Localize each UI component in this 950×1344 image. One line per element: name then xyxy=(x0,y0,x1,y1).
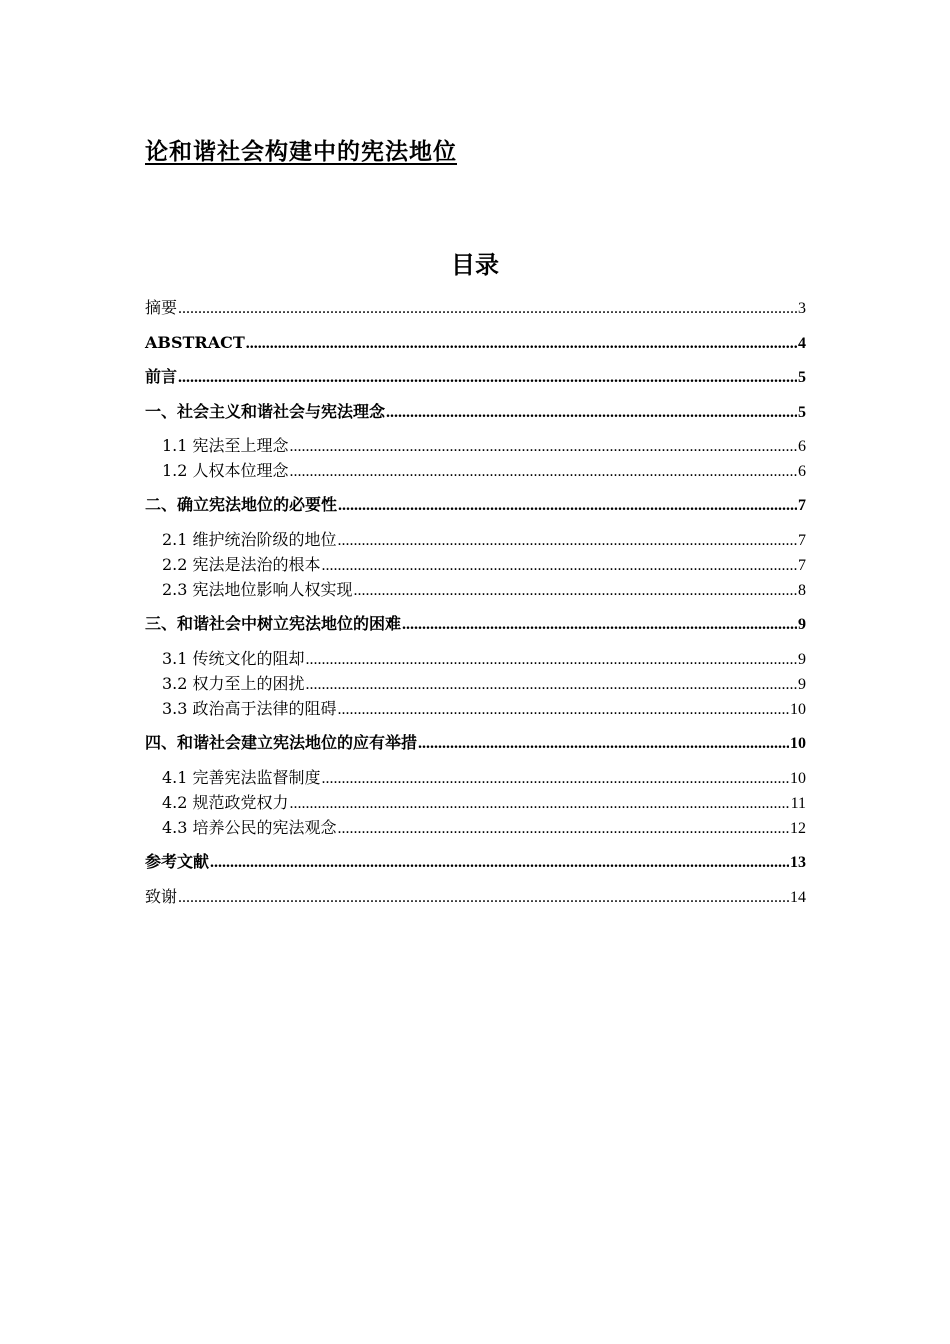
toc-entry-label: 3.3 政治高于法律的阻碍 xyxy=(162,699,337,718)
toc-entry-acknowledgements[interactable] xyxy=(145,885,806,909)
toc-dot-leader xyxy=(246,332,797,356)
toc-page-number: 10 xyxy=(790,770,806,787)
toc-dot-leader xyxy=(418,732,789,756)
toc-dot-leader xyxy=(290,792,790,816)
document-title: 论和谐社会构建中的宪法地位 xyxy=(145,138,457,165)
toc-entry-section-4-2[interactable] xyxy=(162,791,806,815)
toc-dot-leader xyxy=(402,613,797,637)
toc-page-number: 7 xyxy=(798,557,806,574)
toc-dot-leader xyxy=(338,529,797,553)
toc-entry-section-4-3[interactable] xyxy=(162,816,806,840)
toc-dot-leader xyxy=(322,767,789,791)
toc-entry-chapter-1[interactable] xyxy=(145,400,806,424)
toc-page-number: 5 xyxy=(798,404,806,421)
toc-entry-chapter-4[interactable] xyxy=(145,731,806,755)
toc-page-number: 9 xyxy=(798,676,806,693)
toc-page-number: 14 xyxy=(790,889,806,906)
toc-page-number: 6 xyxy=(798,463,806,480)
toc-entry-label: 致谢 xyxy=(145,887,178,906)
toc-entry-label: 1.2 人权本位理念 xyxy=(162,461,289,480)
toc-entry-label: 1.1 宪法至上理念 xyxy=(162,436,289,455)
toc-page-number: 9 xyxy=(798,651,806,668)
toc-entry-label: 2.2 宪法是法治的根本 xyxy=(162,555,321,574)
toc-entry-label: ABSTRACT xyxy=(145,333,245,352)
toc-entry-section-1-2[interactable] xyxy=(162,459,806,483)
toc-page-number: 6 xyxy=(798,438,806,455)
toc-entry-chapter-3[interactable] xyxy=(145,612,806,636)
toc-entry-label: 2.1 维护统治阶级的地位 xyxy=(162,530,337,549)
toc-dot-leader xyxy=(178,886,789,910)
toc-entry-label: 四、和谐社会建立宪法地位的应有举措 xyxy=(145,733,418,752)
toc-dot-leader xyxy=(386,401,797,425)
toc-dot-leader xyxy=(338,494,797,518)
toc-dot-leader xyxy=(306,673,797,697)
toc-entry-abstract-cn[interactable] xyxy=(145,296,806,320)
toc-page-number: 9 xyxy=(798,616,806,633)
toc-page-number: 7 xyxy=(798,497,806,514)
toc-entry-label: 摘要 xyxy=(145,298,178,317)
toc-dot-leader xyxy=(338,698,789,722)
toc-dot-leader xyxy=(210,851,789,875)
toc-page-number: 5 xyxy=(798,369,806,386)
toc-entry-section-3-2[interactable] xyxy=(162,672,806,696)
toc-dot-leader xyxy=(290,435,797,459)
toc-page-number: 3 xyxy=(798,300,806,317)
toc-page-number: 7 xyxy=(798,532,806,549)
toc-entry-label: 4.2 规范政党权力 xyxy=(162,793,289,812)
toc-entry-preface[interactable] xyxy=(145,365,806,389)
toc-dot-leader xyxy=(306,648,797,672)
toc-entry-label: 4.1 完善宪法监督制度 xyxy=(162,768,321,787)
toc-entry-abstract-en[interactable] xyxy=(145,331,806,355)
toc-entry-label: 三、和谐社会中树立宪法地位的困难 xyxy=(145,614,402,633)
toc-entry-section-4-1[interactable] xyxy=(162,766,806,790)
toc-entry-label: 二、确立宪法地位的必要性 xyxy=(145,495,338,514)
toc-entry-references[interactable] xyxy=(145,850,806,874)
toc-page-number: 12 xyxy=(790,820,806,837)
toc-entry-section-1-1[interactable] xyxy=(162,434,806,458)
toc-entry-section-2-3[interactable] xyxy=(162,578,806,602)
toc-entry-section-2-1[interactable] xyxy=(162,528,806,552)
toc-entry-label: 2.3 宪法地位影响人权实现 xyxy=(162,580,353,599)
toc-heading: 目录 xyxy=(451,250,499,279)
toc-entry-label: 前言 xyxy=(145,367,178,386)
toc-page-number: 4 xyxy=(798,335,806,352)
toc-entry-label: 4.3 培养公民的宪法观念 xyxy=(162,818,337,837)
toc-entry-label: 一、社会主义和谐社会与宪法理念 xyxy=(145,402,386,421)
toc-page-number: 10 xyxy=(790,701,806,718)
toc-entry-section-3-3[interactable] xyxy=(162,697,806,721)
toc-page-number: 10 xyxy=(790,735,806,752)
toc-dot-leader xyxy=(178,366,797,390)
toc-entry-label: 3.1 传统文化的阻却 xyxy=(162,649,305,668)
toc-entry-section-2-2[interactable] xyxy=(162,553,806,577)
toc-dot-leader xyxy=(354,579,797,603)
toc-entry-label: 参考文献 xyxy=(145,852,210,871)
toc-page-number: 8 xyxy=(798,582,806,599)
toc-page-number: 13 xyxy=(790,854,806,871)
toc-dot-leader xyxy=(338,817,789,841)
toc-dot-leader xyxy=(178,297,797,321)
toc-entry-chapter-2[interactable] xyxy=(145,493,806,517)
toc-dot-leader xyxy=(290,460,797,484)
toc-page-number: 11 xyxy=(790,795,806,812)
toc-dot-leader xyxy=(322,554,797,578)
toc-entry-section-3-1[interactable] xyxy=(162,647,806,671)
toc-entry-label: 3.2 权力至上的困扰 xyxy=(162,674,305,693)
